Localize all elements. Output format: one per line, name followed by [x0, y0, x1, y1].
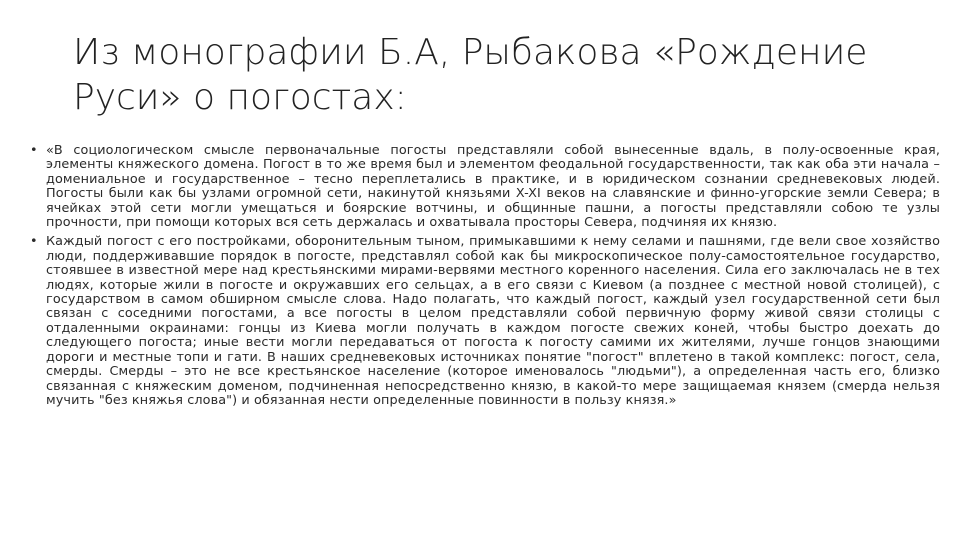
- bullet-dot-icon: •: [30, 143, 38, 158]
- bullet-dot-icon: •: [30, 234, 38, 250]
- body-list: [28, 144, 940, 413]
- body-paragraph-text: «В социологическом смысле первоначальные погосты представляли собой вынесенные вдаль, в полу-освоенные края, элементы княжеского домена. Погост в то же время был и элементом феодальной государственности, так как оба эти начала – домениальное и государственное – тесно переплетались в практике, и в юридическом сознании средневековых людей. Погосты были как бы узлами огромной сети, накинутой князьями X-XI веков на славянские и финно-угорские земли Севера; в ячейках этой сети могли умещаться и боярские вотчины, и общинные пашни, а погосты представляли собою те узлы прочности, при помощи которых вся сеть держалась и охватывала просторы Севера, подчиняя их князю.: [46, 143, 940, 231]
- body-paragraph-2: [28, 235, 940, 408]
- body-paragraph-1: [28, 144, 940, 230]
- slide-title: Из монографии Б.А, Рыбакова «Рождение Руси» о погостах:: [73, 32, 868, 118]
- body-paragraph-text: Каждый погост с его постройками, оборонительным тыном, примыкавшими к нему селами и пашнями, где вели свое хозяйство люди, поддерживавшие порядок в погосте, представлял собой как бы микроскопическое полу-самостоятельное государство, стоявшее в известной мере над крестьянскими мирами-вервями местного коренного населения. Сила его заключалась не в тех людях, которые жили в погосте и окружавших его сельцах, а в его связи с Киевом (а позднее с местной новой столицей), с государством в самом обширном смысле слова. Надо полагать, что каждый погост, каждый узел государственной сети был связан с соседними погостами, а все погосты в целом представляли собой первичную форму живой связи столицы с отдаленными окраинами: гонцы из Киева могли получать в каждом погосте свежих коней, чтобы быстро доехать до следующего погоста; иные вести могли передаваться от погоста к погосту самими их жителями, лучше гонцов знающими дороги и местные топи и гати. В наших средневековых источниках понятие "погост" вплетено в такой комплекс: погост, села, смерды. Смерды – это не все крестьянское население (которое именовалось "людьми"), а определенная часть его, близко связанная с княжеским доменом, подчиненная непосредственно князю, в какой-то мере защищаемая князем (смерда нельзя мучить "без княжья слова") и обязанная нести определенные повинности в пользу князя.»: [46, 234, 940, 408]
